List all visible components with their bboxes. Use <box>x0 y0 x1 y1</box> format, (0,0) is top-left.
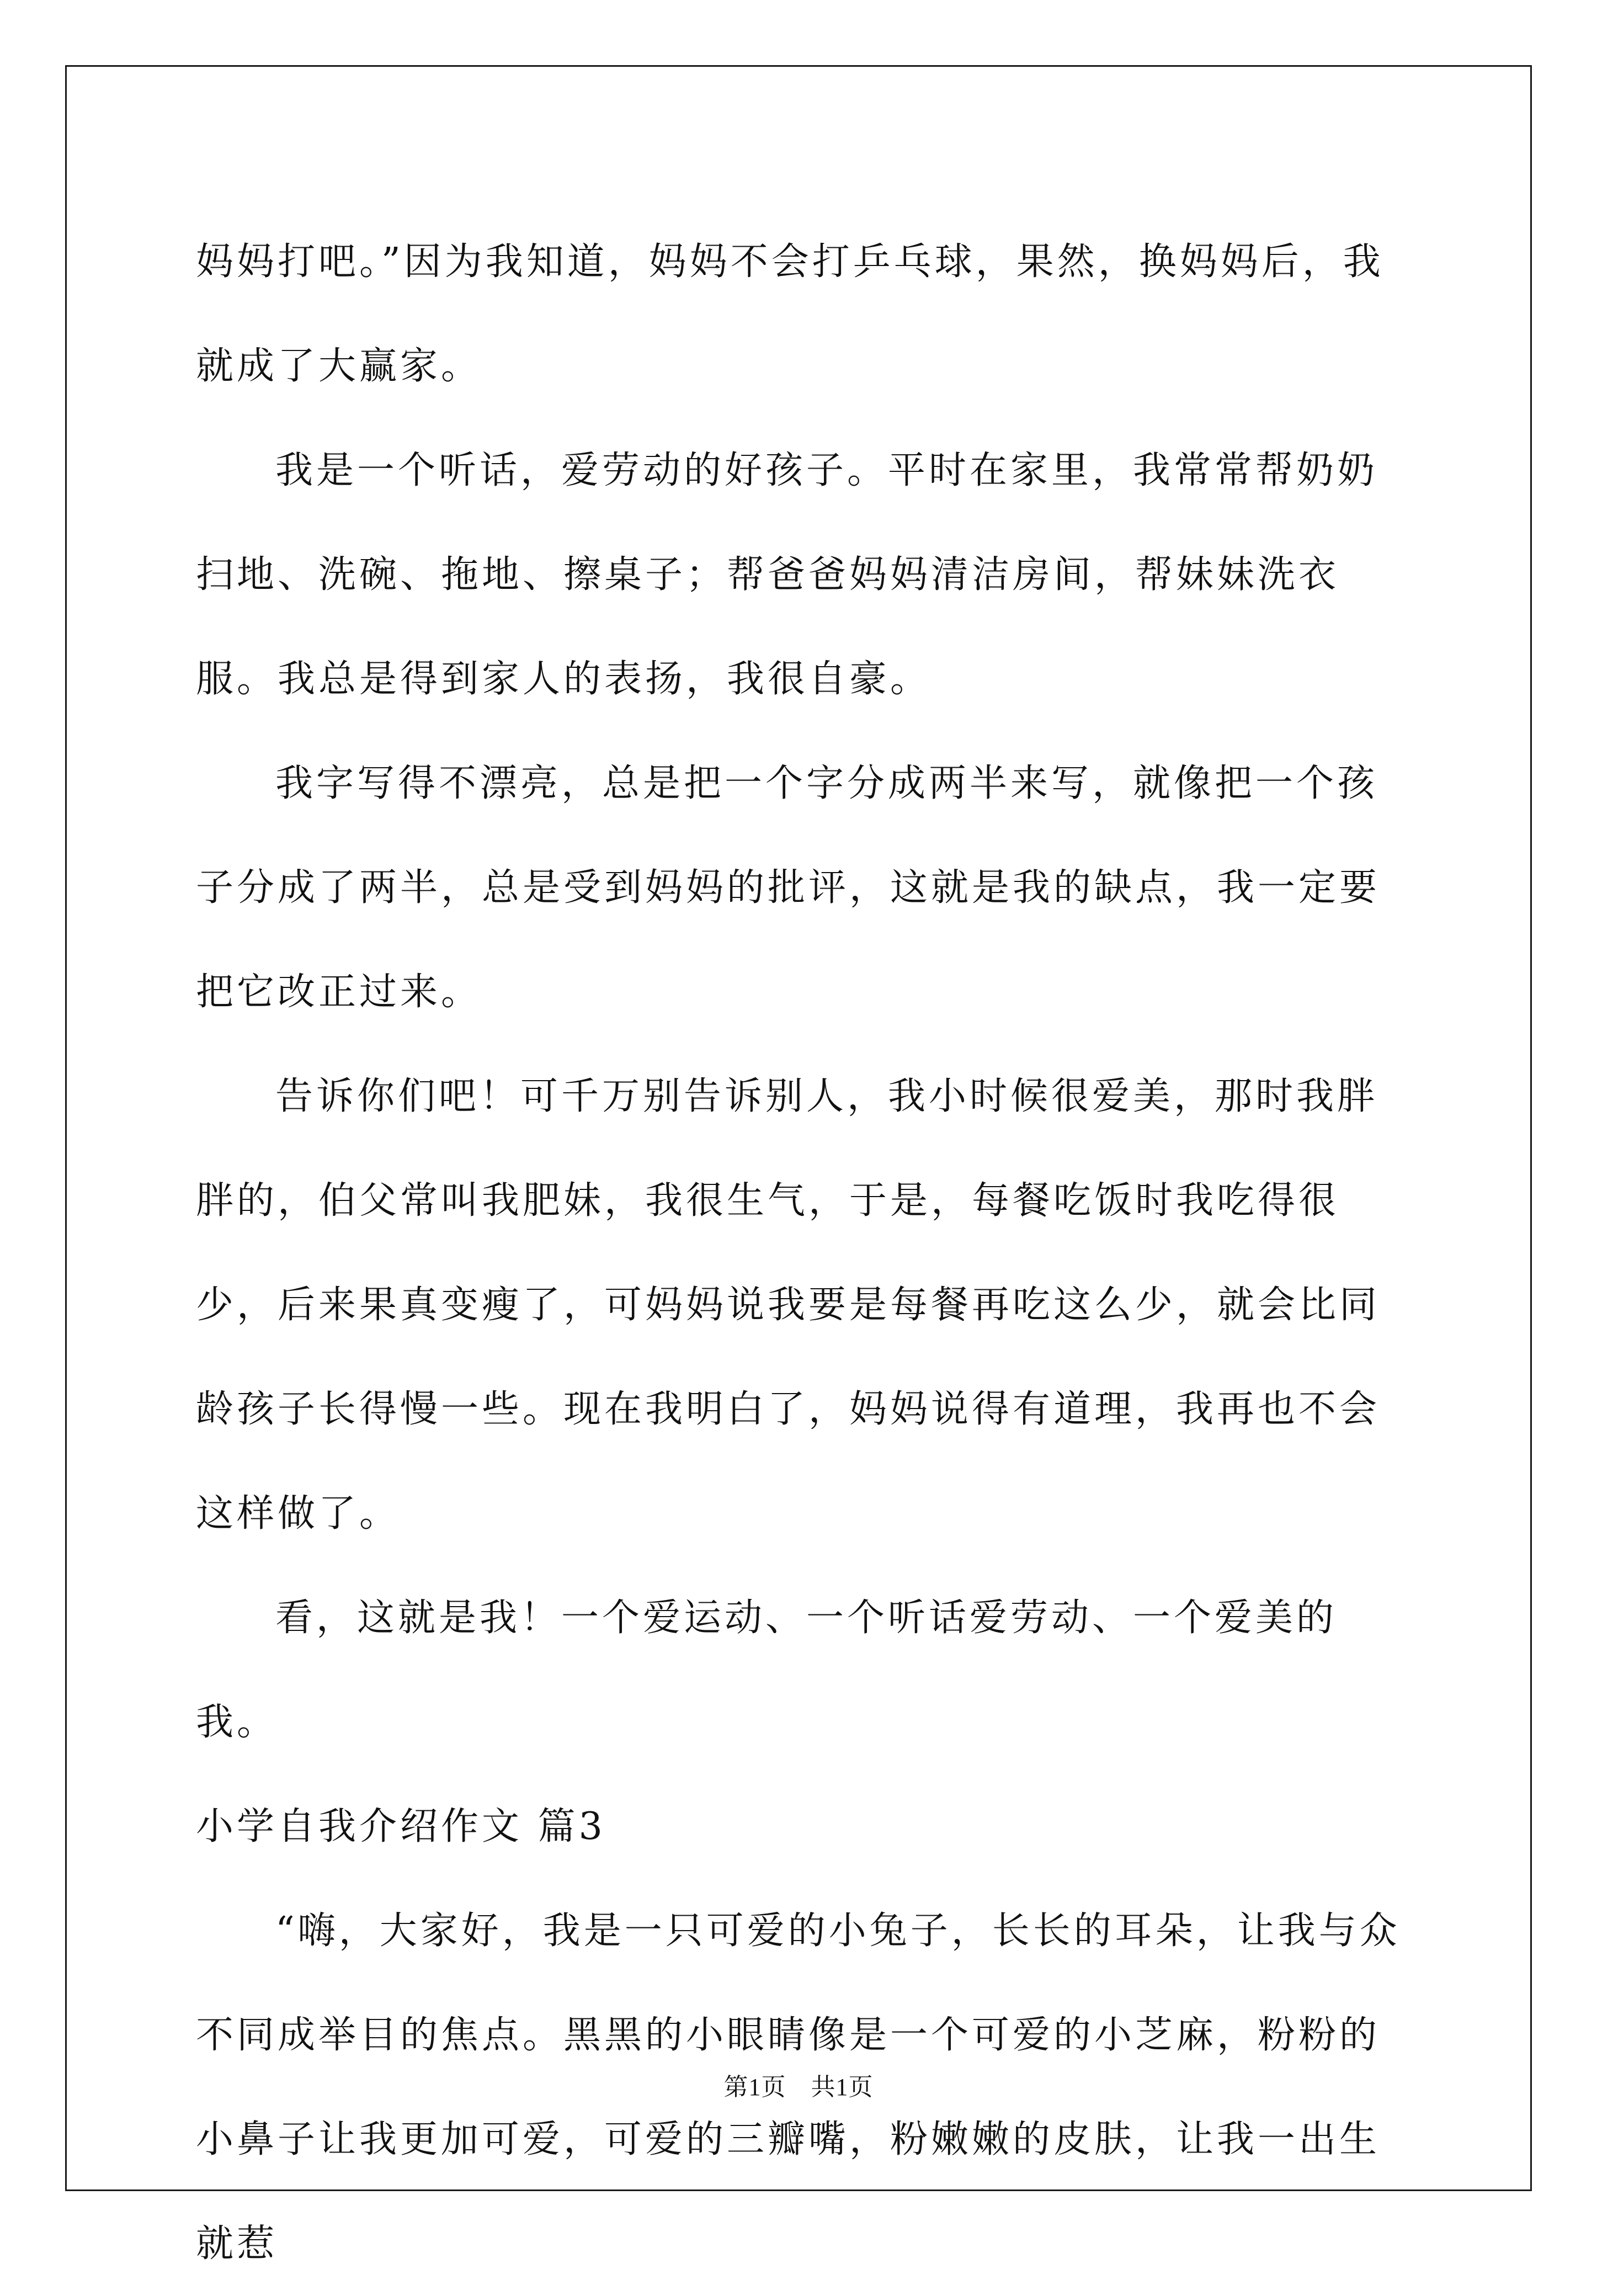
paragraph-4: 告诉你们吧！可千万别告诉别人，我小时候很爱美，那时我胖胖的，伯父常叫我肥妹，我很生气，于是，每餐吃饭时我吃得很少，后来果真变瘦了，可妈妈说我要是每餐再吃这么少，就会比同龄孩子长得慢一些。现在我明白了，妈妈说得有道理，我再也不会这样做了。 <box>196 1075 1381 1535</box>
paragraph-2: 我是一个听话，爱劳动的好孩子。平时在家里，我常常帮奶奶扫地、洗碗、拖地、擦桌子；帮爸爸妈妈清洁房间，帮妹妹洗衣服。我总是得到家人的表扬，我很自豪。 <box>196 449 1378 701</box>
paragraph-6: “嗨，大家好，我是一只可爱的小兔子，长长的耳朵，让我与众不同成举目的焦点。黑黑的小眼睛像是一个可爱的小芝麻，粉粉的小鼻子让我更加可爱，可爱的三瓣嘴，粉嫩嫩的皮肤，让我一出生就惹 <box>196 1909 1401 2266</box>
section-heading: 小学自我介绍作文 篇3 <box>196 1805 606 1848</box>
page-footer: 第1页 共1页 <box>723 2074 874 2101</box>
paragraph-5: 看，这就是我！一个爱运动、一个听话爱劳动、一个爱美的我。 <box>196 1596 1338 1744</box>
paragraph-3: 我字写得不漂亮，总是把一个字分成两半来写，就像把一个孩子分成了两半，总是受到妈妈的批评，这就是我的缺点，我一定要把它改正过来。 <box>196 762 1381 1014</box>
document-body <box>196 210 1404 2296</box>
paragraph-1: 妈妈打吧。”因为我知道，妈妈不会打乒乓球，果然，换妈妈后，我就成了大赢家。 <box>196 240 1384 388</box>
